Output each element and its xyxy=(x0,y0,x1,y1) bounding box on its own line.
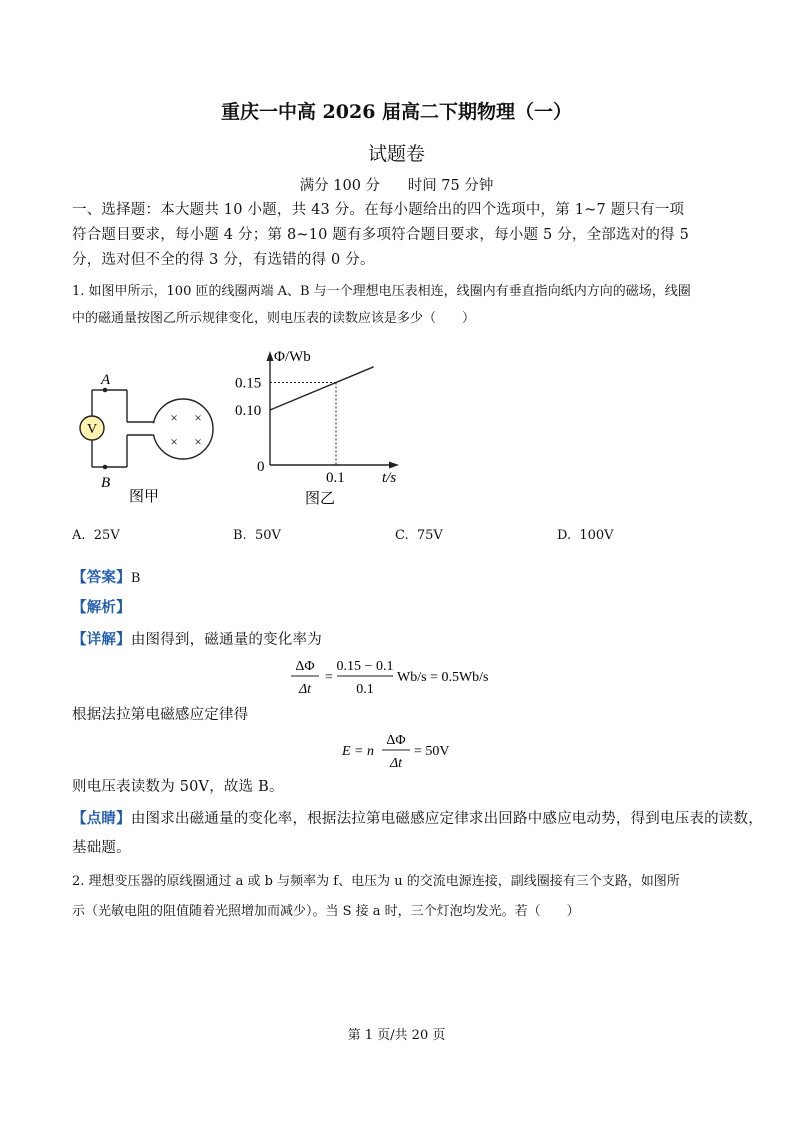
y-tick-010: 0.10 xyxy=(235,403,262,419)
eq1-den-left: Δt xyxy=(298,682,312,697)
field-cross-2: × xyxy=(194,410,202,425)
q1-option-c[interactable]: C. 75V xyxy=(395,528,443,543)
eq2-rhs: = 50V xyxy=(414,744,450,759)
field-cross-1: × xyxy=(170,410,178,425)
q1-option-b[interactable]: B. 50V xyxy=(233,528,281,543)
field-cross-4: × xyxy=(194,434,202,449)
terminal-a-dot xyxy=(103,388,108,393)
section-instructions-line3: 分，选对但不全的得 3 分，有选错的得 0 分。 xyxy=(72,252,375,268)
detail-row xyxy=(72,627,322,653)
q1-stem-line1: 1. 如图甲所示，100 匝的线圈两端 A、B 与一个理想电压表相连，线圈内有垂直指向纸内方向的磁场，线圈 xyxy=(72,284,691,299)
eq1-equals: = xyxy=(325,670,333,685)
field-cross-3: × xyxy=(170,434,178,449)
figure-b-chart xyxy=(228,342,418,512)
equation-emf xyxy=(340,727,480,775)
q1-option-a[interactable]: A. 25V xyxy=(72,528,120,543)
q2-stem-line1: 2. 理想变压器的原线圈通过 a 或 b 与频率为 f、电压为 u 的交流电源连接，副线圈接有三个支路，如图所 xyxy=(72,874,680,889)
x-tick-01: 0.1 xyxy=(326,470,345,486)
q1-option-d[interactable]: D. 100V xyxy=(557,528,614,543)
eq2-lhs: E = n xyxy=(342,744,374,759)
answer-value: B xyxy=(130,571,141,586)
coil-loop xyxy=(153,399,213,459)
answer-row xyxy=(72,565,141,591)
figure-a-caption: 图甲 xyxy=(128,489,160,505)
origin-label: 0 xyxy=(257,459,265,475)
answer-label: 【答案】 xyxy=(72,569,131,586)
y-tick-015: 0.15 xyxy=(235,375,262,392)
terminal-b-dot xyxy=(103,465,108,470)
figure-a-circuit xyxy=(72,370,222,510)
eq1-result: Wb/s = 0.5Wb/s xyxy=(397,670,489,685)
page-subtitle: 试题卷 xyxy=(367,143,425,165)
analysis-label: 【解析】 xyxy=(72,599,131,616)
x-axis-arrow xyxy=(389,462,399,469)
eq1-den-right: 0.1 xyxy=(356,682,374,697)
exam-meta: 满分 100 分 时间 75 分钟 xyxy=(299,178,494,194)
voltmeter-label: V xyxy=(86,422,98,437)
flux-series-line xyxy=(270,367,374,410)
eq2-num: ΔΦ xyxy=(386,733,406,748)
figure-b-caption: 图乙 xyxy=(304,491,336,507)
eq1-num-left: ΔΦ xyxy=(295,659,315,674)
detail-label: 【详解】 xyxy=(72,631,131,648)
comment-line2: 基础题。 xyxy=(72,840,131,856)
eq2-den: Δt xyxy=(389,756,403,771)
detail-text: 由图得到，磁通量的变化率为 xyxy=(130,632,322,648)
conclusion-text: 则电压表读数为 50V，故选 B。 xyxy=(72,779,284,795)
terminal-b-label: B xyxy=(101,475,111,491)
comment-row xyxy=(72,806,763,832)
page-number: 第 1 页/共 20 页 xyxy=(347,1028,446,1043)
y-axis-label: Φ/Wb xyxy=(274,349,311,365)
q2-stem-line2: 示（光敏电阻的阻值随着光照增加而减少）。当 S 接 a 时，三个灯泡均发光。若（ ） xyxy=(72,904,580,919)
terminal-a-label: A xyxy=(101,372,111,388)
comment-line1: 由图求出磁通量的变化率，根据法拉第电磁感应定律求出回路中感应电动势，得到电压表的读数， xyxy=(130,811,763,827)
comment-label: 【点睛】 xyxy=(72,810,131,827)
page-title: 重庆一中高 2026 届高二下期物理（一） xyxy=(220,101,573,123)
eq1-num-right: 0.15 − 0.1 xyxy=(336,659,394,674)
section-instructions-line1: 一、选择题：本大题共 10 小题，共 43 分。在每小题给出的四个选项中，第 1~7 题只有一项 xyxy=(72,202,685,218)
q1-stem-line2: 中的磁通量按图乙所示规律变化，则电压表的读数应该是多少（ ） xyxy=(72,311,476,326)
law-text: 根据法拉第电磁感应定律得 xyxy=(72,707,249,723)
section-instructions-line2: 符合题目要求，每小题 4 分；第 8~10 题有多项符合题目要求，每小题 5 分，全部选对的得 5 xyxy=(72,227,690,243)
y-axis-arrow xyxy=(267,351,274,361)
x-axis-label: t/s xyxy=(382,470,397,486)
equation-flux-rate xyxy=(285,652,525,702)
